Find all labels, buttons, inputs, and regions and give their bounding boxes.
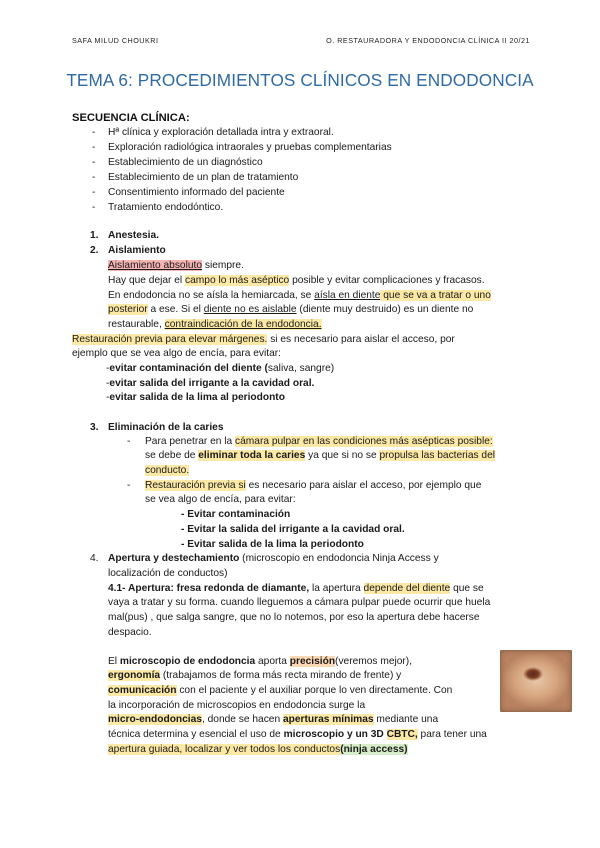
list-item: -evitar contaminación del diente (saliva, sangre) (106, 363, 335, 374)
step-title-caries: Eliminación de la caries (108, 422, 224, 433)
step-number: 4. (90, 553, 99, 564)
paragraph-line: En endodoncia no se aísla la hemiarcada, se aísla en diente que se va a tratar o uno (108, 290, 491, 301)
highlight: que se va a tratar o uno (380, 290, 491, 301)
paragraph-line: 4.1- Apertura: fresa redonda de diamante, la apertura depende del diente que se (108, 583, 484, 594)
bullet-dash: - (92, 187, 96, 198)
step-title-aislamiento: Aislamiento (108, 245, 166, 256)
bullet-dash: - (92, 172, 96, 183)
list-item: - Evitar la salida del irrigante a la cavidad oral. (181, 524, 405, 535)
step-title-apertura: Apertura y destechamiento (microscopio en endodoncia Ninja Access y (108, 553, 439, 564)
step-number: 1. (90, 230, 99, 241)
highlight: CBTC, (386, 729, 418, 740)
highlight: aperturas mínimas (282, 714, 374, 725)
header-course: O. RESTAURADORA Y ENDODONCIA CLÍNICA II 20/21 (326, 36, 530, 45)
highlight: cámara pulpar en las condiciones más asépticas posible: (235, 436, 493, 447)
bullet-dash: - (127, 436, 131, 447)
highlight: eliminar toda la caries (198, 450, 306, 461)
paragraph-line: Restauración previa si es necesario para aislar el acceso, por ejemplo que (145, 480, 482, 491)
step-number: 3. (90, 422, 99, 433)
highlight: Restauración previa para elevar márgenes. (72, 334, 268, 345)
section-heading: SECUENCIA CLÍNICA: (72, 112, 190, 124)
list-item: Exploración radiológica intraorales y pruebas complementarias (108, 142, 392, 153)
header-author: SAFA MILUD CHOUKRI (72, 36, 159, 45)
highlight: campo lo más aséptico (185, 275, 290, 286)
highlight: depende del diente (363, 583, 451, 594)
page-title: TEMA 6: PROCEDIMIENTOS CLÍNICOS EN ENDODONCIA (66, 70, 534, 90)
highlight: apertura guiada, localizar y ver todos los conductos (108, 744, 341, 755)
bullet-dash: - (127, 480, 131, 491)
list-item: - Evitar salida de la lima la periodonto (181, 539, 364, 550)
list-item: Establecimiento de un plan de tratamiento (108, 172, 299, 183)
highlight: conducto. (145, 465, 190, 476)
list-item: Establecimiento de un diagnóstico (108, 157, 263, 168)
tooth-photo-frame (500, 650, 572, 712)
highlight: contraindicación de la endodoncia. (164, 319, 322, 330)
paragraph-line: ejemplo que se vea algo de encía, para evitar: (72, 348, 281, 359)
step-number: 2. (90, 245, 99, 256)
paragraph-line: posterior a ese. Si el diente no es aislable (diente muy destruido) es un diente no (108, 304, 474, 315)
paragraph-line: comunicación con el paciente y el auxiliar porque lo ven directamente. Con (108, 685, 453, 696)
bullet-dash: - (92, 157, 96, 168)
highlight: Aislamiento absoluto (108, 260, 203, 271)
paragraph-line: localización de conductos) (108, 568, 228, 579)
paragraph-line (145, 464, 189, 479)
paragraph-line: Hay que dejar el campo lo más aséptico posible y evitar complicaciones y fracasos. (108, 275, 485, 286)
highlight: ergonomía (108, 670, 161, 681)
highlight: (ninja access) (340, 744, 408, 755)
bullet-dash: - (92, 127, 96, 138)
paragraph-line: vaya a tratar y su forma. cuando lleguemos a cámara pulpar puede ocurrir que huela (108, 597, 491, 608)
highlight: comunicación (108, 685, 177, 696)
paragraph-line: se debe de eliminar toda la caries ya que si no se propulsa las bacterias del (145, 450, 496, 461)
paragraph-line: Restauración previa para elevar márgenes. si es necesario para aislar el acceso, por (72, 334, 455, 345)
list-item: Tratamiento endodóntico. (108, 202, 224, 213)
list-item: -evitar salida del irrigante a la cavidad oral. (106, 378, 315, 389)
paragraph-line: restaurable, contraindicación de la endodoncia. (108, 319, 322, 330)
paragraph-line: Para penetrar en la cámara pulpar en las condiciones más asépticas posible: (145, 436, 493, 447)
paragraph-line: micro-endodoncias, donde se hacen aperturas mínimas mediante una (108, 714, 439, 725)
paragraph-line: se vea algo de encía, para evitar: (145, 494, 296, 505)
list-item: -evitar salida de la lima al periodonto (106, 392, 285, 403)
paragraph-line: la incorporación de microscopios en endodoncia surge la (108, 700, 366, 711)
step-title-anestesia: Anestesia. (108, 230, 159, 241)
highlight: posterior (108, 304, 148, 315)
paragraph-line: mal(pus) , que salga sangre, que no lo notemos, por eso la apertura debe hacerse (108, 612, 480, 623)
bullet-dash: - (92, 202, 96, 213)
highlight: micro-endodoncias (108, 714, 202, 725)
highlight: propulsa las bacterias del (379, 450, 496, 461)
paragraph-line: despacio. (108, 627, 152, 638)
highlight: precisión (289, 656, 336, 667)
paragraph-line: ergonomía (trabajamos de forma más recta mirando de frente) y (108, 670, 402, 681)
paragraph-line: El microscopio de endodoncia aporta precisión(veremos mejor), (108, 656, 413, 667)
paragraph-line: técnica determina y esencial el uso de microscopio y un 3D CBTC, para tener una (108, 729, 487, 740)
paragraph-line (108, 743, 408, 758)
highlight: Restauración previa si (145, 480, 246, 491)
bullet-dash: - (92, 142, 96, 153)
list-item: Hª clínica y exploración detallada intra y extraoral. (108, 127, 334, 138)
list-item: Consentimiento informado del paciente (108, 187, 285, 198)
paragraph-line: Aislamiento absoluto siempre. (108, 260, 244, 271)
list-item: - Evitar contaminación (181, 509, 291, 520)
